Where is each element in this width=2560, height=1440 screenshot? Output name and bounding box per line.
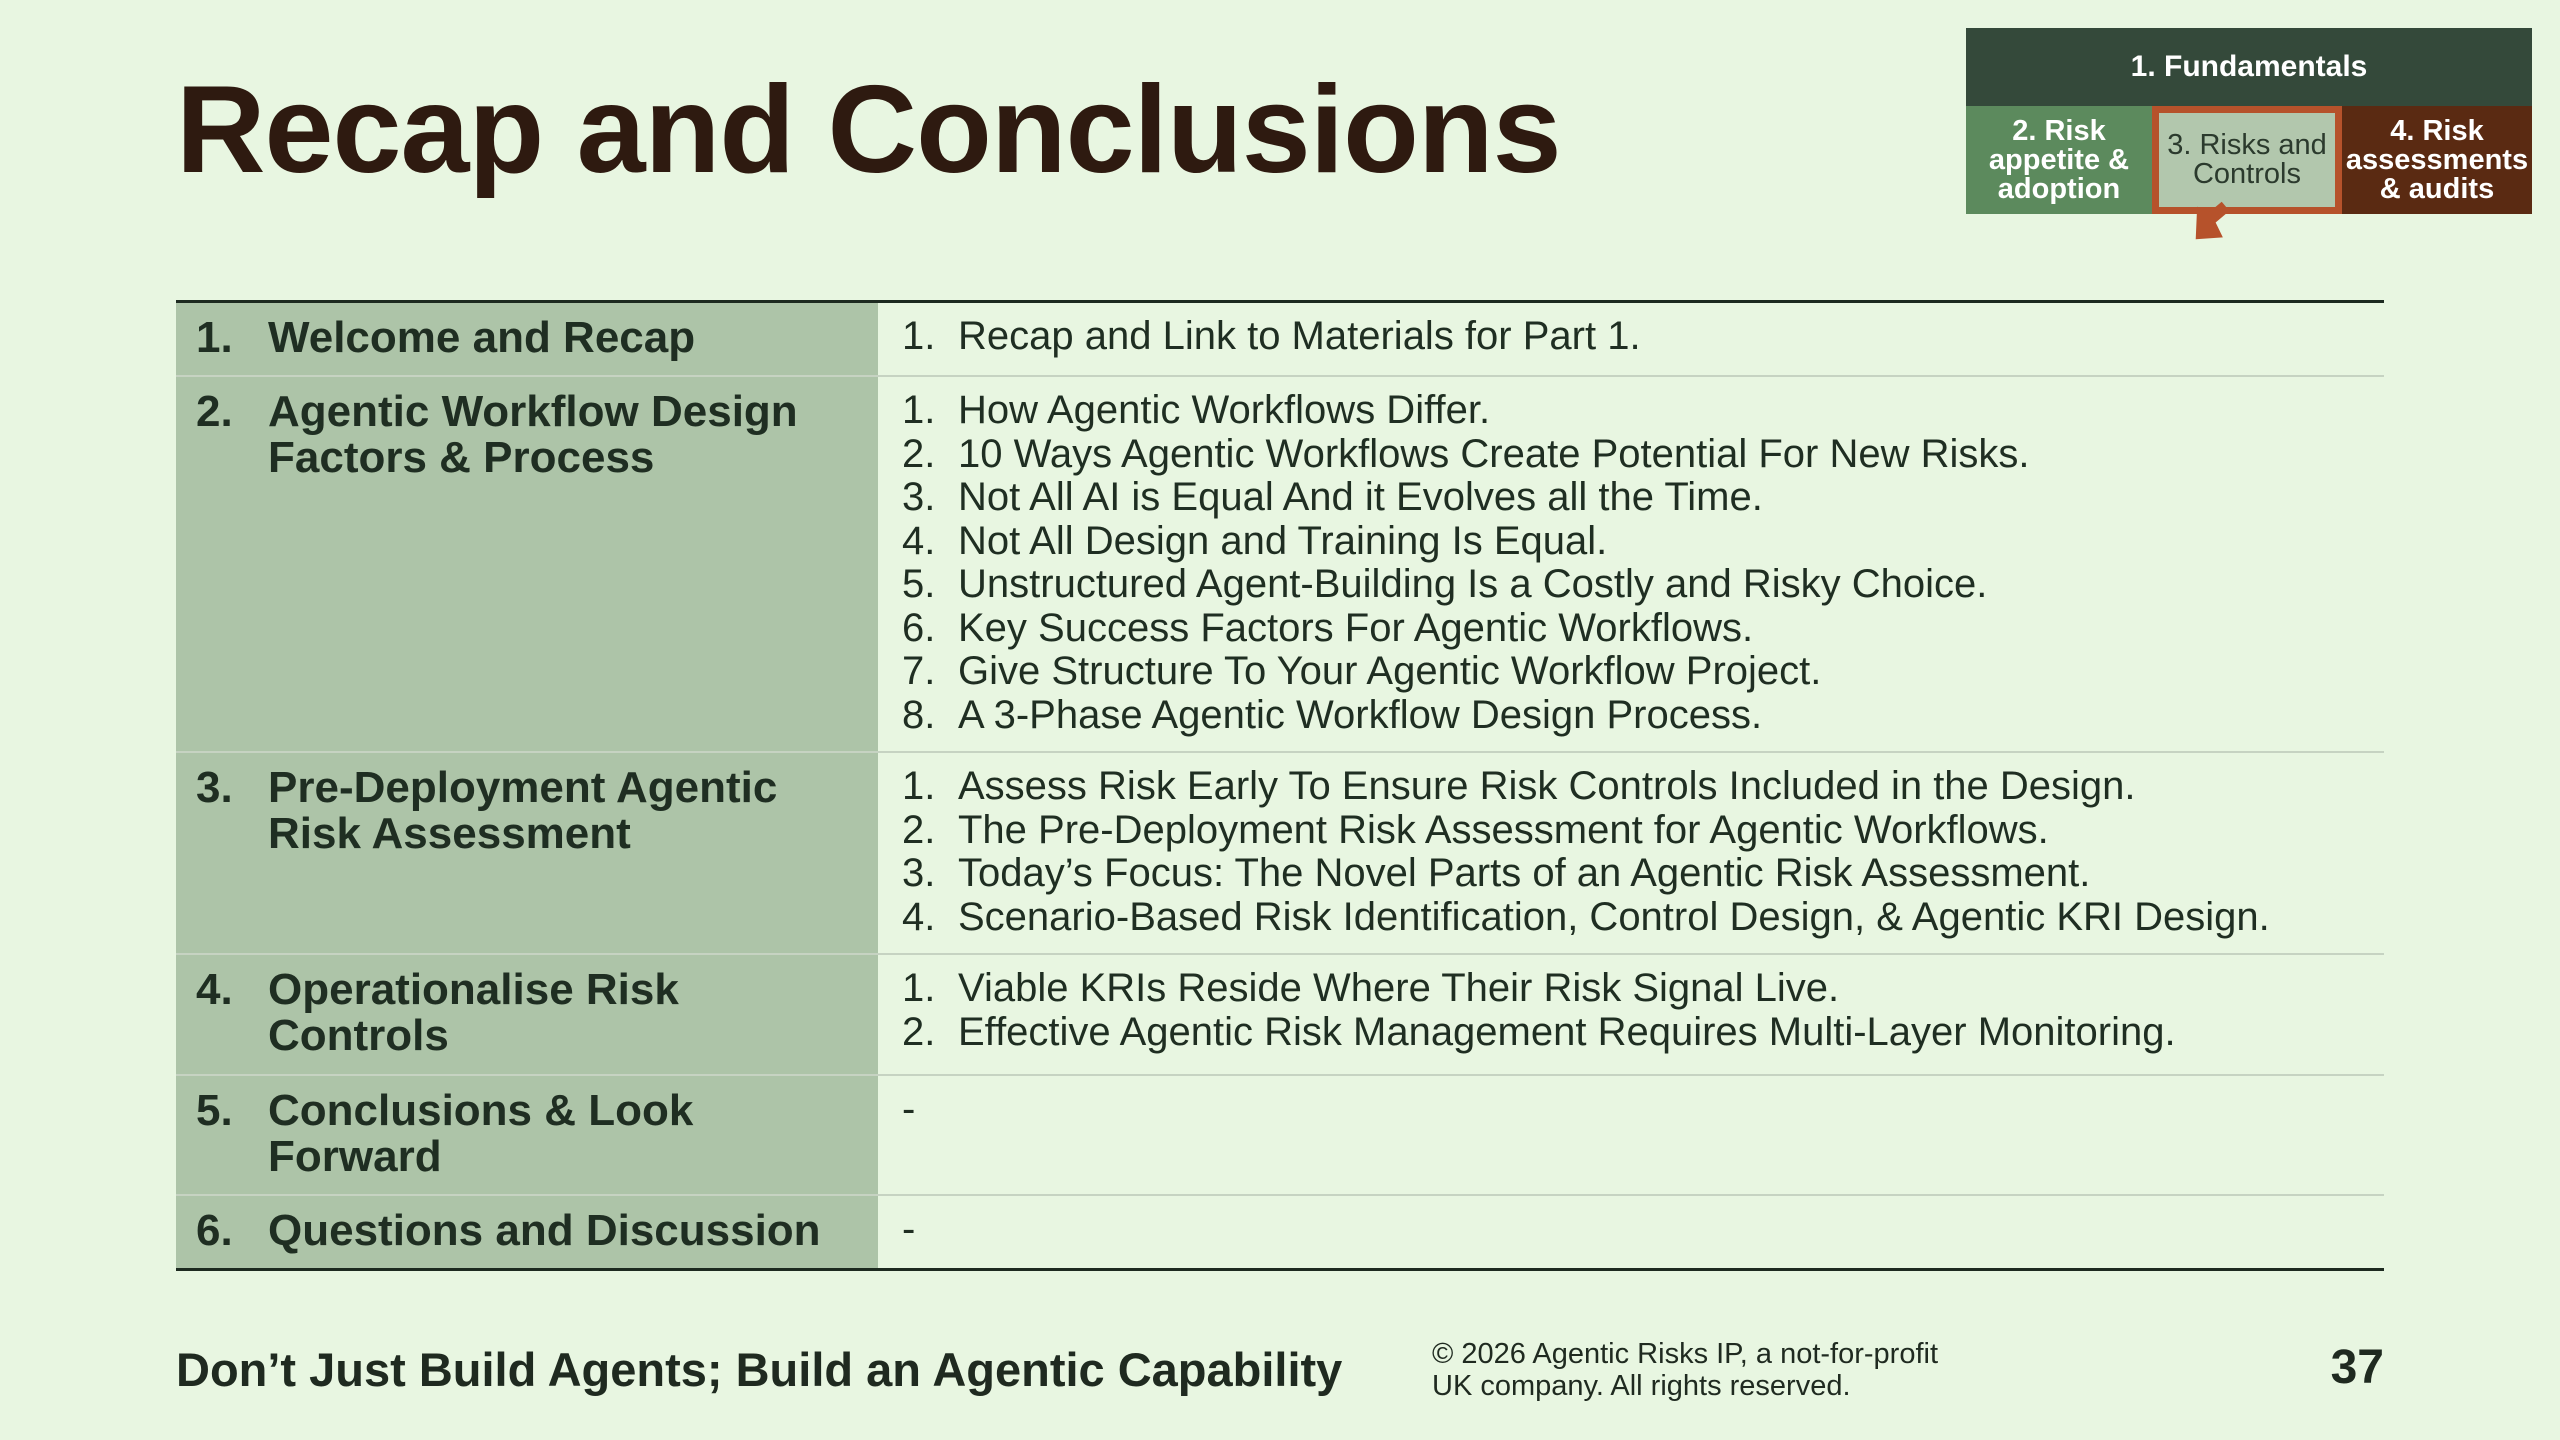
topic-text: How Agentic Workflows Differ.: [958, 388, 1491, 433]
section-label: Welcome and Recap: [268, 313, 696, 362]
topic-item: [902, 563, 2364, 607]
topic-text: Give Structure To Your Agentic Workflow Project.: [958, 649, 1822, 694]
agenda-row: [176, 303, 2384, 375]
topic-number: 2.: [902, 1009, 936, 1054]
topic-text: 10 Ways Agentic Workflows Create Potential For New Risks.: [958, 431, 2030, 476]
agenda-section: [176, 377, 878, 751]
topic-text: A 3-Phase Agentic Workflow Design Process.: [958, 692, 1763, 737]
section-number: 2.: [196, 387, 233, 437]
topic-number: 1.: [902, 764, 936, 809]
topic-text: Assess Risk Early To Ensure Risk Controls Included in the Design.: [958, 764, 2136, 809]
topic-text: Key Success Factors For Agentic Workflows.: [958, 605, 1754, 650]
topic-item: [902, 1088, 2364, 1132]
nav-section-risks-controls-current[interactable]: [2152, 106, 2342, 214]
topic-item: [902, 852, 2364, 896]
agenda-row: [176, 375, 2384, 751]
topic-item: [902, 1011, 2364, 1055]
section-label: Operationalise Risk Controls: [268, 965, 679, 1061]
topic-item: [902, 476, 2364, 520]
topic-text: -: [902, 1086, 916, 1131]
topic-text: Scenario-Based Risk Identification, Control Design, & Agentic KRI Design.: [958, 894, 2270, 939]
agenda-topics: [878, 1076, 2384, 1194]
section-label: Pre-Deployment Agentic Risk Assessment: [268, 763, 778, 859]
topic-text: The Pre-Deployment Risk Assessment for Agentic Workflows.: [958, 807, 2049, 852]
topic-number: 7.: [902, 649, 936, 694]
topic-number: 3.: [902, 475, 936, 520]
topic-text: Viable KRIs Reside Where Their Risk Signal Live.: [958, 966, 1840, 1011]
topic-number: 5.: [902, 562, 936, 607]
topic-item: [902, 607, 2364, 651]
topic-number: 3.: [902, 851, 936, 896]
section-number: 1.: [196, 313, 233, 362]
topic-text: Today’s Focus: The Novel Parts of an Agentic Risk Assessment.: [958, 851, 2091, 896]
section-label: Questions and Discussion: [268, 1205, 821, 1255]
agenda-topics: [878, 377, 2384, 751]
topic-item: [902, 765, 2364, 809]
nav-section-risk-assessments[interactable]: [2342, 106, 2532, 214]
topic-item: [902, 694, 2364, 738]
agenda-section: [176, 753, 878, 953]
topic-number: 6.: [902, 605, 936, 650]
topic-item: [902, 650, 2364, 694]
topic-number: 4.: [902, 894, 936, 939]
nav-section-label: 4. Risk assessments & audits: [2345, 114, 2529, 205]
topic-item: [902, 809, 2364, 853]
agenda-section: [176, 955, 878, 1073]
topic-item: [902, 896, 2364, 940]
footer-title: Don’t Just Build Agents; Build an Agentic Capability: [176, 1343, 1343, 1396]
agenda-topics: [878, 303, 2384, 375]
topic-number: 4.: [902, 518, 936, 563]
topic-text: Unstructured Agent-Building Is a Costly and Risky Choice.: [958, 562, 1988, 607]
topic-text: -: [902, 1206, 916, 1251]
page-title: Recap and Conclusions: [176, 61, 1561, 199]
section-number: 3.: [196, 763, 233, 813]
topic-number: 1.: [902, 388, 936, 433]
topic-item: [902, 315, 2364, 359]
arrow-down-left-icon: [2184, 196, 2236, 248]
agenda-row: [176, 1074, 2384, 1194]
topic-item: [902, 967, 2364, 1011]
topic-item: [902, 433, 2364, 477]
section-number: 4.: [196, 965, 233, 1015]
topic-item: [902, 389, 2364, 433]
topic-number: 2.: [902, 431, 936, 476]
agenda-section: [176, 1076, 878, 1194]
topic-number: 1.: [902, 314, 936, 358]
agenda-topics: [878, 1196, 2384, 1268]
agenda-table: [176, 300, 2384, 1271]
section-label: Conclusions & Look Forward: [268, 1085, 694, 1181]
nav-section-label: 2. Risk appetite & adoption: [1988, 114, 2130, 205]
copyright-line: © 2026 Agentic Risks IP, a not-for-profit: [1432, 1338, 1939, 1370]
topic-item: [902, 520, 2364, 564]
topic-number: 8.: [902, 692, 936, 737]
agenda-section: [176, 303, 878, 375]
agenda-section: [176, 1196, 878, 1268]
copyright-line: UK company. All rights reserved.: [1432, 1370, 1851, 1402]
topic-text: Not All AI is Equal And it Evolves all the Time.: [958, 475, 1763, 520]
copyright-notice: [1432, 1338, 1938, 1402]
section-navigator: [1966, 28, 2532, 216]
agenda-topics: [878, 753, 2384, 953]
page-number: 37: [2330, 1341, 2384, 1394]
section-number: 6.: [196, 1205, 233, 1255]
nav-section-risk-appetite[interactable]: [1966, 106, 2152, 214]
agenda-row: [176, 953, 2384, 1073]
nav-section-fundamentals[interactable]: [1966, 28, 2532, 106]
section-number: 5.: [196, 1085, 233, 1135]
nav-section-label: 1. Fundamentals: [2130, 50, 2368, 83]
nav-section-label: 3. Risks and Controls: [2167, 129, 2327, 190]
agenda-row: [176, 751, 2384, 953]
topic-number: 2.: [902, 807, 936, 852]
agenda-row: [176, 1194, 2384, 1268]
topic-text: Recap and Link to Materials for Part 1.: [958, 314, 1641, 358]
topic-text: Effective Agentic Risk Management Requires Multi-Layer Monitoring.: [958, 1009, 2176, 1054]
agenda-topics: [878, 955, 2384, 1073]
topic-item: [902, 1208, 2364, 1252]
topic-text: Not All Design and Training Is Equal.: [958, 518, 1608, 563]
topic-number: 1.: [902, 966, 936, 1011]
section-label: Agentic Workflow Design Factors & Process: [268, 387, 798, 483]
